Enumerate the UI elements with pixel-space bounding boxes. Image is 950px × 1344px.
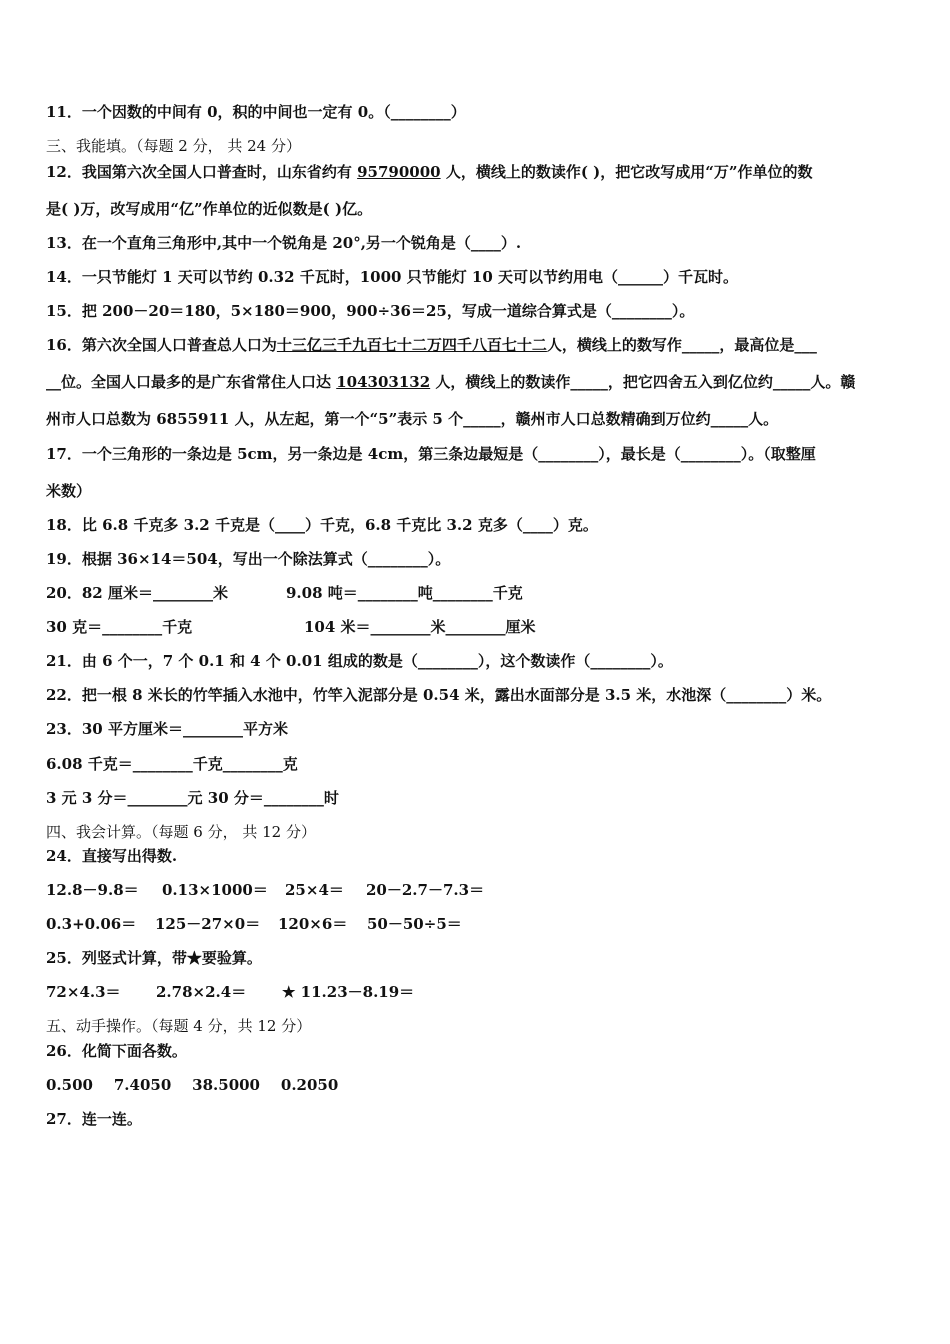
question-23-row-1: 23．30 平方厘米＝________平方米: [46, 720, 288, 738]
question-16-line-3: 州市人口总数为 6855911 人，从左起，第一个“5”表示 5 个_____，赣州市人口总数精确到万位约_____人。: [46, 410, 779, 428]
question-12-line-1: [46, 162, 906, 182]
q16-text-b: 人，横线上的数写作_____，最高位是___: [546, 336, 817, 354]
q16-line2-text-a: __位。全国人口最多的是广东省常住人口达: [46, 373, 337, 391]
q24-r1-c2: 0.13×1000＝: [162, 881, 268, 899]
question-17-line-1: 17．一个三角形的一条边是 5cm，另一条边是 4cm，第三条边最短是（________），最长是（________）。（取整厘: [46, 445, 816, 463]
question-23-row-2: 6.08 千克＝________千克________克: [46, 755, 298, 773]
question-20-row-1: [46, 583, 906, 603]
question-21: 21．由 6 个一，7 个 0.1 和 4 个 0.01 组成的数是（________），这个数读作（________）。: [46, 652, 673, 670]
question-24: 24．直接写出得数.: [46, 847, 178, 865]
question-16-line-2: [46, 372, 906, 392]
question-14: 14．一只节能灯 1 天可以节约 0.32 千瓦时，1000 只节能灯 10 天可以节约用电（______）千瓦时。: [46, 268, 739, 286]
question-11: 11．一个因数的中间有 0，积的中间也一定有 0。（________）: [46, 103, 466, 121]
q24-r1-c4: 20－2.7－7.3＝: [366, 881, 485, 899]
question-16-line-1: [46, 335, 906, 355]
question-26: 26．化简下面各数。: [46, 1042, 187, 1060]
q16-line2-text-b: 人，横线上的数读作_____，把它四舍五入到亿位约_____人。赣: [430, 373, 856, 391]
q20-item-b: 9.08 吨＝________吨________千克: [286, 584, 523, 602]
question-23-row-3: 3 元 3 分＝________元 30 分＝________时: [46, 789, 339, 807]
question-20-row-2: [46, 617, 906, 637]
q24-r2-c1: 0.3+0.06＝: [46, 915, 137, 933]
question-12-line-2: 是( )万，改写成用“亿”作单位的近似数是( )亿。: [46, 200, 373, 218]
q12-text-b: 人，横线上的数读作( )，把它改写成用“万”作单位的数: [440, 163, 813, 181]
section-5-heading: 五、动手操作。（每题 4 分，共 12 分）: [46, 1017, 312, 1035]
q20-item-c: 30 克＝________千克: [46, 618, 193, 636]
question-22: 22．把一根 8 米长的竹竿插入水池中，竹竿入泥部分是 0.54 米，露出水面部分是 3.5 米，水池深（________）米。: [46, 686, 832, 704]
q24-r1-c3: 25×4＝: [285, 881, 344, 899]
q25-c3: ★ 11.23－8.19＝: [282, 983, 415, 1001]
q16-line2-underlined-number: 104303132: [336, 373, 431, 391]
q25-c2: 2.78×2.4＝: [156, 983, 247, 1001]
q16-underlined-number: 十三亿三千九百七十二万四千八百七十二: [276, 336, 547, 354]
q24-r2-c2: 125－27×0＝: [155, 915, 261, 933]
section-3-heading: 三、我能填。（每题 2 分， 共 24 分）: [46, 137, 301, 155]
q26-row: 0.500 7.4050 38.5000 0.2050: [46, 1076, 339, 1094]
q16-text-a: 16．第六次全国人口普查总人口为: [46, 336, 277, 354]
question-18: 18．比 6.8 千克多 3.2 千克是（____）千克，6.8 千克比 3.2 克多（____）克。: [46, 516, 598, 534]
question-13: 13．在一个直角三角形中,其中一个锐角是 20°,另一个锐角是（____）.: [46, 234, 522, 252]
question-15: 15．把 200－20＝180，5×180＝900，900÷36＝25，写成一道综合算式是（________）。: [46, 302, 695, 320]
q20-item-a: 20．82 厘米＝________米: [46, 584, 228, 602]
q25-c1: 72×4.3＝: [46, 983, 121, 1001]
q20-item-d: 104 米＝________米________厘米: [304, 618, 536, 636]
question-19: 19．根据 36×14＝504，写出一个除法算式（________）。: [46, 550, 451, 568]
q24-r1-c1: 12.8－9.8＝: [46, 881, 139, 899]
q12-underlined-number: 95790000: [357, 163, 441, 181]
q24-r2-c3: 120×6＝: [278, 915, 348, 933]
section-4-heading: 四、我会计算。（每题 6 分， 共 12 分）: [46, 823, 316, 841]
question-25: 25．列竖式计算，带★要验算。: [46, 949, 262, 967]
question-17-line-2: 米数）: [46, 482, 92, 500]
q24-r2-c4: 50－50÷5＝: [367, 915, 462, 933]
question-27: 27．连一连。: [46, 1110, 142, 1128]
q12-text-a: 12．我国第六次全国人口普查时，山东省约有: [46, 163, 358, 181]
